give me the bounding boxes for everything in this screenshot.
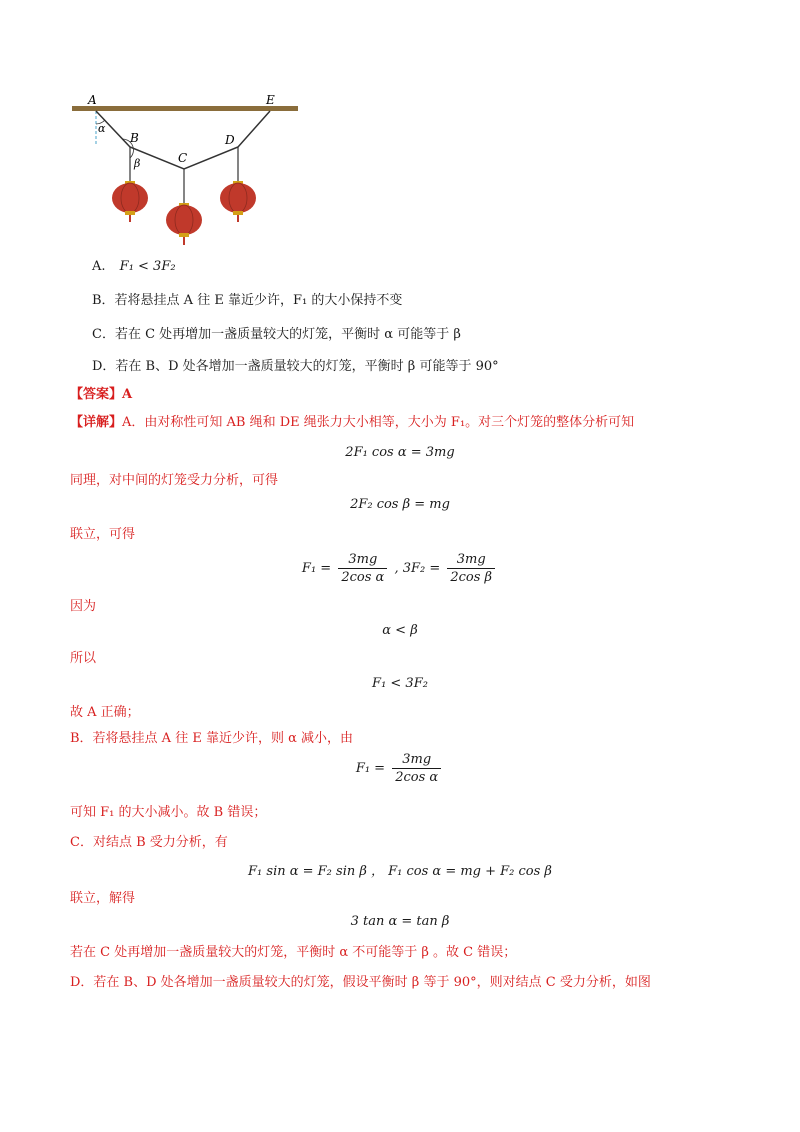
equation-8: 3 tan α = tan β [350, 914, 450, 929]
lantern-d [220, 181, 256, 222]
eq3-den1: 2cos α [341, 570, 385, 585]
answer-tag: 【答案】 [70, 387, 123, 402]
option-b: B．若将悬挂点 A 往 E 靠近少许，F₁ 的大小保持不变 [92, 293, 403, 308]
lantern-b [112, 181, 148, 222]
analysis-p6: 故 A 正确； [70, 705, 140, 720]
analysis-p2: 同理，对中间的灯笼受力分析，可得 [70, 473, 279, 488]
label-c: C [178, 151, 188, 165]
eq3-num2: 3mg [447, 552, 495, 569]
option-c: C．若在 C 处再增加一盏质量较大的灯笼，平衡时 α 可能等于 β [92, 327, 461, 342]
analysis-p12: D．若在 B、D 处各增加一盏质量较大的灯笼，假设平衡时 β 等于 90°，则对结点 C 受力分析，如图 [70, 975, 651, 990]
label-d: D [225, 133, 235, 147]
option-a [92, 258, 176, 276]
equation-7: F₁ sin α = F₂ sin β ， F₁ cos α = mg + F₂ cos β [248, 864, 552, 879]
label-beta: β [134, 157, 141, 170]
eq3-num1: 3mg [338, 552, 387, 569]
ceiling-bar [72, 106, 298, 111]
option-d: D．若在 B、D 处各增加一盏质量较大的灯笼，平衡时 β 可能等于 90° [92, 359, 499, 374]
option-a-expr: F₁ < 3F₂ [119, 259, 176, 274]
label-b: B [130, 131, 139, 145]
analysis-p5: 所以 [70, 651, 97, 666]
eq6-den: 2cos α [395, 770, 439, 785]
analysis-p1 [70, 414, 634, 432]
equation-3 [0, 552, 800, 585]
analysis-p11: 若在 C 处再增加一盏质量较大的灯笼，平衡时 α 不可能等于 β 。故 C 错误； [70, 945, 517, 960]
eq6-num: 3mg [392, 752, 441, 769]
equation-4: α < β [382, 623, 418, 638]
equation-5: F₁ < 3F₂ [372, 676, 428, 691]
label-e: E [266, 93, 275, 107]
eq3-left: F₁ = [301, 561, 332, 576]
analysis-p4: 因为 [70, 599, 97, 614]
analysis-p7: B．若将悬挂点 A 往 E 靠近少许，则 α 减小，由 [70, 731, 354, 746]
eq6-frac [392, 752, 441, 785]
analysis-p9: C．对结点 B 受力分析，有 [70, 835, 228, 850]
eq3-frac1 [338, 552, 387, 585]
answer-line [70, 386, 132, 404]
label-a: A [88, 93, 97, 107]
analysis-tag: 【详解】 [70, 415, 123, 430]
analysis-p3: 联立，可得 [70, 527, 136, 542]
eq3-frac2 [447, 552, 495, 585]
analysis-p1-text: A．由对称性可知 AB 绳和 DE 绳张力大小相等，大小为 F₁。对三个灯笼的整体分析可知 [122, 415, 635, 430]
analysis-p10: 联立，解得 [70, 891, 136, 906]
equation-6 [0, 752, 800, 785]
lantern-diagram [70, 92, 310, 252]
eq6-left: F₁ = [355, 761, 386, 776]
analysis-p8: 可知 F₁ 的大小减小。故 B 错误； [70, 805, 267, 820]
lantern-c [166, 203, 202, 245]
answer-value: A [122, 387, 133, 402]
label-alpha: α [98, 122, 106, 135]
eq3-den2: 2cos β [450, 570, 493, 585]
equation-2: 2F₂ cos β = mg [350, 497, 450, 512]
eq3-mid: , 3F₂ = [394, 561, 441, 576]
equation-1: 2F₁ cos α = 3mg [345, 445, 455, 460]
option-a-prefix: A. [92, 259, 106, 274]
